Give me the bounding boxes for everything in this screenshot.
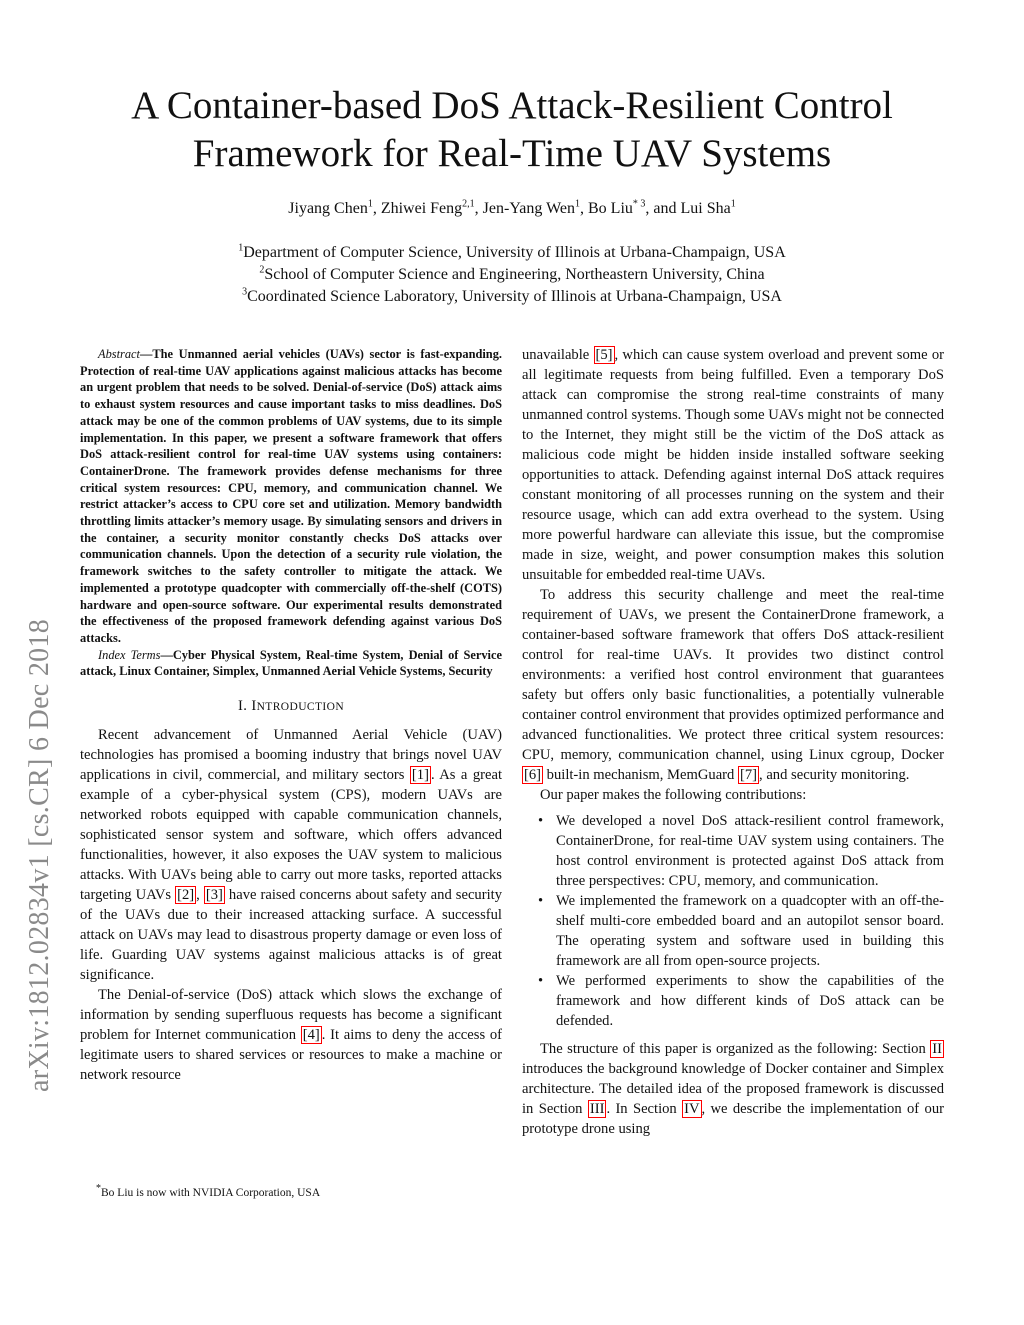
section-link[interactable]: II: [932, 1041, 942, 1057]
citation-link[interactable]: [1]: [411, 767, 429, 784]
arxiv-identifier: arXiv:1812.02834v1 [cs.CR] 6 Dec 2018: [24, 618, 55, 1092]
list-item: [522, 891, 944, 971]
text-run: . It aims to deny the access of legitimate users to shared services or resources to make a machine or network resource: [80, 1027, 503, 1084]
affiliation: [80, 242, 944, 264]
text-run: unavailable: [522, 347, 594, 363]
text-run: have raised concerns about safety and security of the UAVs due to their increased attacking surface. A successful attack on UAVs may lead to disastrous property damage or even loss of life. Guarding UAV systems against malicious attacks is of great significance.: [80, 887, 502, 984]
separator: ,: [372, 200, 381, 217]
text-run: introduces the background knowledge of Docker container and Simplex architecture. The detailed idea of the proposed framework is discussed in Section: [522, 1061, 944, 1117]
text-run: , which can cause system overload and prevent some or all legitimate requests from being fulfilled. Even a temporary DoS attack can compromise the strong real-time constraints of many unmanned control systems. Though some UAVs might not be connected to the Internet, they might still be the victim of the DoS attack as malicious code might be hidden inside installed software seeking opportunities to attack. Defending against internal DoS attack requires constant monitoring of all processes running on the system and their resource usage, which can add extra overhead to the system. Using more powerful hardware can alleviate this issue, but the compromise made in size, weight, and power consumption makes this solution unsuitable for embedded real-time UAVs.: [522, 347, 944, 583]
text-run: built-in mechanism, MemGuard: [543, 767, 738, 783]
section-heading: [80, 696, 502, 717]
separator: ,: [474, 200, 483, 217]
section-link[interactable]: IV: [684, 1101, 700, 1117]
section-number: I.: [237, 698, 248, 715]
citation-link[interactable]: [2]: [177, 887, 195, 904]
affiliation-text: Department of Computer Science, University of Illinois at Urbana-Champaign, USA: [243, 244, 786, 261]
list-item: [522, 971, 944, 1031]
abstract: [80, 346, 502, 647]
author-name: Jen-Yang Wen: [482, 200, 575, 217]
author-list: [80, 200, 944, 218]
affiliation-text: School of Computer Science and Engineering, Northeastern University, China: [264, 266, 765, 283]
index-terms: [80, 647, 502, 680]
contribution-list: [522, 811, 944, 1031]
footnote-mark: *: [96, 1183, 101, 1195]
list-item-text: We performed experiments to show the capabilities of the framework and how different kinds of DoS attack can be defended.: [556, 973, 944, 1029]
bullet-icon: •: [538, 813, 544, 829]
index-terms-text: Cyber Physical System, Real-time System, Denial of Service attack, Linux Container, Simplex, Unmanned Aerial Vehicle Systems, Security: [80, 647, 502, 679]
section-title-rest: NTRODUCTION: [256, 701, 345, 714]
separator: ,: [580, 200, 588, 217]
text-run: , and security monitoring.: [759, 767, 910, 783]
text-run: , we describe the implementation of our prototype drone using: [522, 1101, 944, 1137]
index-terms-dash: —: [160, 647, 173, 662]
affiliation: [80, 286, 944, 308]
affiliation-sup: 1: [238, 242, 244, 254]
affiliation: [80, 264, 944, 286]
affiliation-text: Coordinated Science Laboratory, University of Illinois at Urbana-Champaign, USA: [247, 288, 782, 305]
text-run: . In Section: [606, 1101, 683, 1117]
abstract-dash: —: [140, 347, 153, 361]
paragraph: [522, 585, 944, 785]
paragraph: [522, 1039, 944, 1139]
citation-link[interactable]: [5]: [595, 347, 613, 363]
text-run: . As a great example of a cyber-physical system (CPS), modern UAVs are networked robots equipped with capable communication channels, sophisticated sensor system and software, which offers advanced functionalities, however, it also exposes the UAV system to malicious attacks. With UAVs being able to carry out more tasks, reported attacks targeting UAVs: [80, 767, 502, 904]
affiliation-list: [80, 242, 944, 308]
citation-link[interactable]: [4]: [302, 1027, 320, 1044]
author-name: Bo Liu: [588, 200, 633, 217]
abstract-text: The Unmanned aerial vehicles (UAVs) sector is fast-expanding. Protection of real-time UAV applications against malicious attacks has become an urgent problem that needs to be solved. Denial-of-service (DoS) attack aims to exhaust system resources and cause important tasks to miss deadlines. DoS attack may be one of the common problems of UAV systems, due to its simple implementation. In this paper, we present a software framework that offers DoS attack-resilient control for real-time UAV systems using containers: ContainerDrone. The framework provides defense mechanisms for three critical system resources: CPU, memory, and communication channel. We restrict attacker’s access to CPU core set and utilization. Memory bandwidth throttling limits attacker’s memory usage. By simulating sensors and drivers in the container, a security monitor constantly checks DoS attacks over communication channels. Upon the detection of a security rule violation, the framework switches to the safety controller to mitigate the attack. We implemented a prototype quadcopter with commercially off-the-shelf (COTS) hardware and open-source software. Our experimental results demonstrated the effectiveness of the proposed framework defending against various DoS attacks.: [80, 347, 502, 645]
intro-paragraph-2: [80, 985, 502, 1085]
title-line-1: A Container-based DoS Attack-Resilient Control: [131, 84, 893, 127]
affiliation-sup: 3: [242, 286, 248, 298]
list-item-text: We implemented the framework on a quadcopter with an off-the-shelf multi-core embedded board and an autopilot sensor board. The operating system and software used in building this framework are all from open-source projects.: [556, 893, 944, 969]
text-run: To address this security challenge and meet the real-time requirement of UAVs, we present the ContainerDrone framework, a container-based software framework that offers DoS attack-resilient control for real-time UAVs. It provides two distinct control environments: a verified host control environment that guarantees safety but offers only basic functionalities, a potentially vulnerable container control environment that provides optimized performance and advanced functionalities. We protect three critical system resources: CPU, memory, communication channel, using Linux cgroup, Docker: [522, 587, 944, 763]
section-title-initial: I: [251, 698, 257, 715]
list-item-text: We developed a novel DoS attack-resilient control framework, ContainerDrone, for real-time UAV system using containers. The host control environment is protected against DoS attack from three perspectives: CPU, memory, and communication.: [556, 813, 944, 889]
author-sup: * 3: [632, 198, 646, 210]
paragraph: [522, 345, 944, 585]
right-column: [522, 345, 944, 1139]
author-name: Jiyang Chen: [288, 200, 368, 217]
abstract-label: Abstract: [98, 347, 140, 361]
citation-link[interactable]: [3]: [205, 887, 223, 904]
index-terms-label: Index Terms: [98, 647, 161, 662]
footnote: [80, 1183, 502, 1201]
separator: , and: [645, 200, 681, 217]
affiliation-sup: 2: [259, 264, 265, 276]
text-run: The Denial-of-service (DoS) attack which slows the exchange of information by sending superfluous requests has become a significant problem for Internet communication: [80, 987, 502, 1044]
text-run: Recent advancement of Unmanned Aerial Vehicle (UAV) technologies has promised a booming industry that brings novel UAV applications in civil, commercial, and military sectors: [80, 727, 502, 784]
paper-title: [80, 82, 944, 178]
paragraph: Our paper makes the following contributions:: [540, 787, 807, 803]
section-link[interactable]: III: [589, 1101, 605, 1117]
author-sup: 2,1: [462, 198, 475, 210]
author-sup: 1: [730, 198, 736, 210]
author-sup: 1: [367, 198, 373, 210]
left-column: [80, 346, 502, 1085]
text-run: ,: [196, 887, 204, 904]
author-name: Lui Sha: [680, 200, 731, 217]
title-line-2: Framework for Real-Time UAV Systems: [192, 132, 832, 175]
author-sup: 1: [575, 198, 580, 210]
citation-link[interactable]: [6]: [524, 767, 542, 783]
bullet-icon: •: [538, 893, 544, 909]
list-item: [522, 811, 944, 891]
text-run: The structure of this paper is organized as the following: Section: [540, 1041, 931, 1057]
footnote-text: Bo Liu is now with NVIDIA Corporation, USA: [101, 1187, 321, 1199]
author-name: Zhiwei Feng: [380, 200, 463, 217]
bullet-icon: •: [538, 973, 544, 989]
citation-link[interactable]: [7]: [739, 767, 758, 783]
intro-paragraph-1: [80, 725, 502, 985]
